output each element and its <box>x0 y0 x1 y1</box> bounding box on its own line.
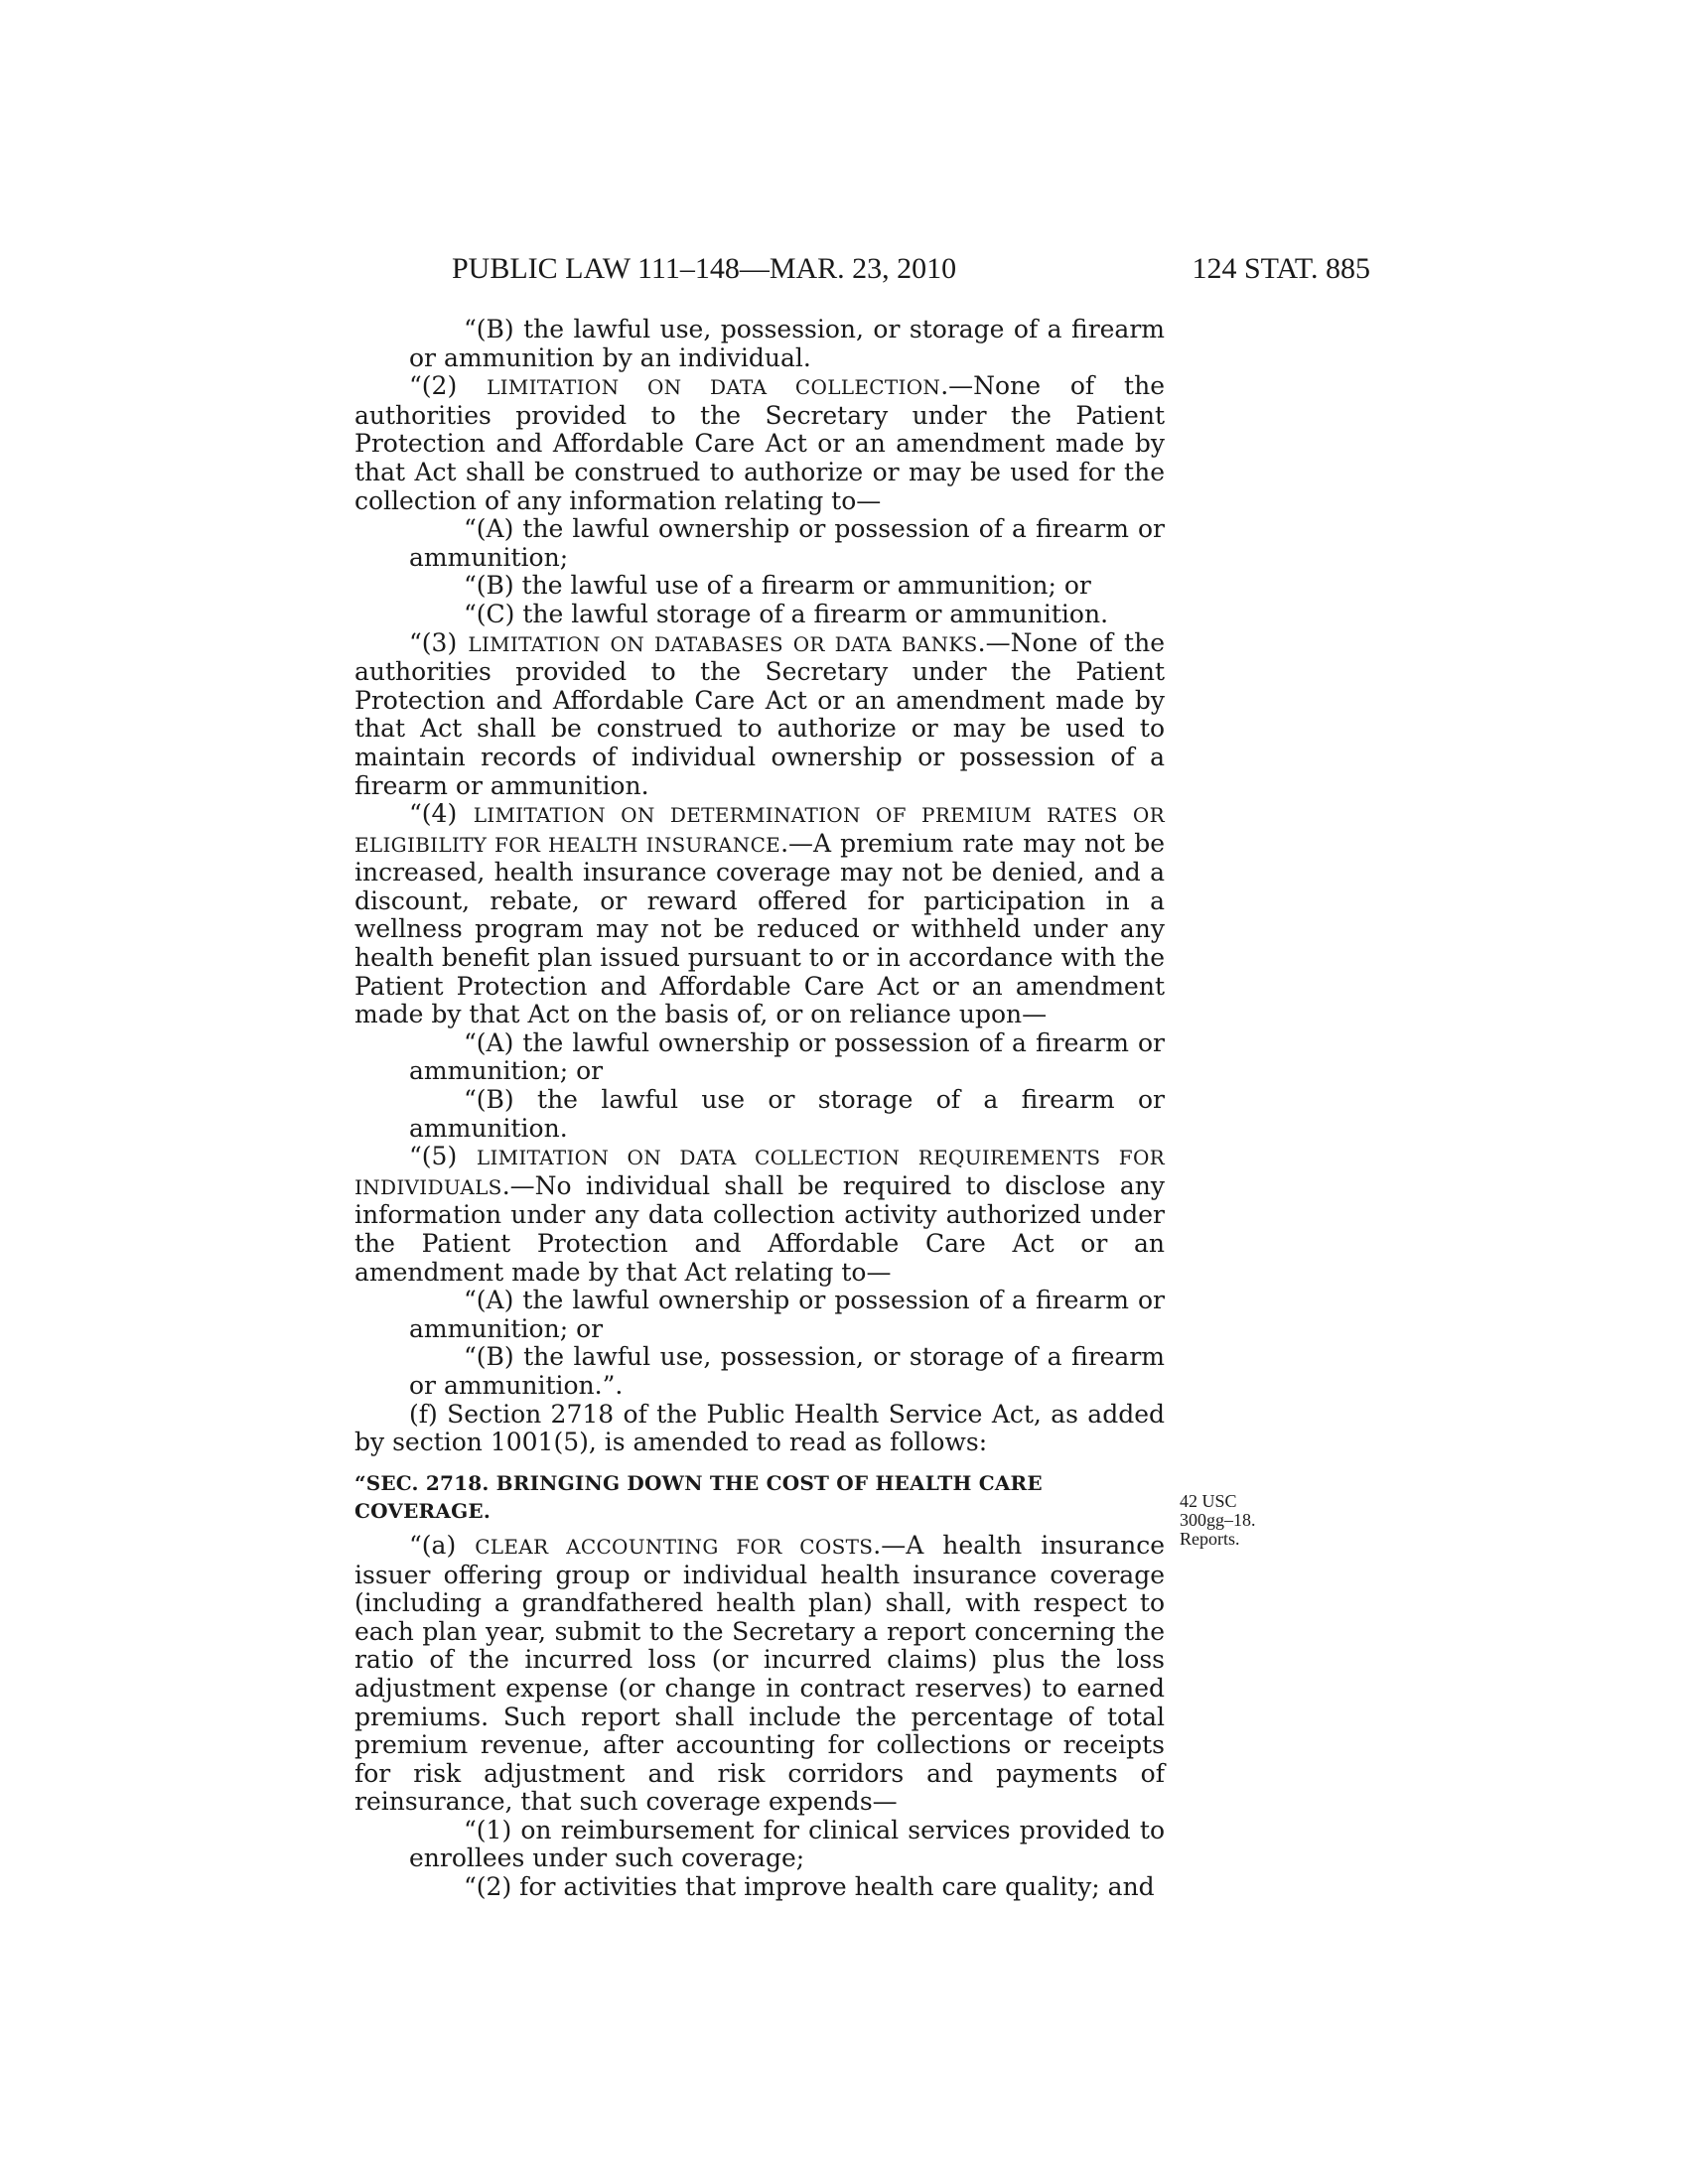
margin-note-reports: Reports. <box>1180 1529 1240 1549</box>
margin-note-section: 300gg–18. <box>1180 1510 1256 1530</box>
paragraph-text: “(A) the lawful ownership or possession of a firearm or ammunition; <box>409 514 1165 572</box>
margin-note-usc: 42 USC <box>1180 1491 1237 1511</box>
paragraph-heading: LIMITATION ON DATABASES OR DATA BANKS <box>468 631 978 656</box>
section-2718-text <box>354 1532 1165 1902</box>
public-law-citation: PUBLIC LAW 111–148—MAR. 23, 2010 <box>452 252 957 285</box>
paragraph-heading: LIMITATION ON DETERMINATION OF PREMIUM RATES OR ELIGIBILITY FOR HEALTH INSURANCE <box>354 803 1165 857</box>
paragraph-text: .—A premium rate may not be increased, health insurance coverage may not be denied, and a discount, rebate, or reward offered for participation in a wellness program may not be reduced or withheld under any health benefit plan issued pursuant to or in accordance with the Patient Protection and Affordable Care Act or an amendment made by that Act on the basis of, or on reliance upon— <box>354 828 1166 1029</box>
paragraph <box>354 515 1165 572</box>
paragraph-text: “(B) the lawful use or storage of a firearm or ammunition. <box>409 1085 1165 1143</box>
paragraph <box>354 1817 1165 1873</box>
paragraph <box>354 1143 1165 1287</box>
paragraph-text: “(B) the lawful use of a firearm or ammunition; or <box>464 571 1091 601</box>
paragraph-text: “(B) the lawful use, possession, or storage of a firearm or ammunition by an individual. <box>409 315 1165 372</box>
paragraph <box>354 1029 1165 1086</box>
paragraph-text: (f) Section 2718 of the Public Health Service Act, as added by section 1001(5), is amended to read as follows: <box>354 1399 1165 1457</box>
section-heading: “SEC. 2718. BRINGING DOWN THE COST OF HEALTH CARE COVERAGE. <box>354 1470 1043 1524</box>
margin-note <box>1180 1492 1309 1549</box>
paragraph <box>354 1873 1165 1902</box>
paragraph-text: .—A health insurance issuer offering group or individual health insurance coverage (including a grandfathered health plan) shall, with respect to each plan year, submit to the Secretary a report concerning the ratio of the incurred loss (or incurred claims) plus the loss adjustment expense (or change in contract reserves) to earned premiums. Such report shall include the percentage of total premium revenue, after accounting for collections or receipts for risk adjustment and risk corridors and payments of reinsurance, that such coverage expends— <box>354 1530 1165 1817</box>
paragraph <box>354 316 1165 372</box>
paragraph-text: “(C) the lawful storage of a firearm or ammunition. <box>464 599 1109 628</box>
paragraph-heading: CLEAR ACCOUNTING FOR COSTS <box>475 1534 874 1559</box>
paragraph-lead: “(3) <box>409 627 469 657</box>
paragraph-text: .—None of the authorities provided to the Secretary under the Patient Protection and Affordable Care Act or an amendment made by that Act shall be construed to authorize or may be used for the collection of any information relating to— <box>354 371 1165 515</box>
paragraph <box>354 1287 1165 1343</box>
paragraph <box>354 1401 1165 1457</box>
paragraph-heading: LIMITATION ON DATA COLLECTION <box>487 375 941 400</box>
paragraph <box>354 629 1165 801</box>
paragraph-lead: “(a) <box>409 1530 476 1560</box>
paragraph-lead: “(4) <box>409 799 474 829</box>
statute-page-number: 124 STAT. 885 <box>1192 252 1370 285</box>
paragraph-text: .—No individual shall be required to disclose any information under any data collection activity authorized under the Patient Protection and Affordable Care Act or an amendment made by that Act relating to— <box>354 1170 1165 1287</box>
paragraph <box>354 372 1165 515</box>
paragraph <box>354 601 1165 629</box>
paragraph-text: “(A) the lawful ownership or possession of a firearm or ammunition; or <box>409 1027 1165 1086</box>
paragraph <box>354 1532 1165 1817</box>
document-body <box>354 316 1165 1902</box>
paragraph-text: “(B) the lawful use, possession, or storage of a firearm or ammunition.”. <box>409 1342 1165 1400</box>
amendment-text <box>354 316 1165 1457</box>
paragraph <box>354 572 1165 601</box>
paragraph <box>354 1343 1165 1400</box>
paragraph-text: .—None of the authorities provided to the Secretary under the Patient Protection and Affordable Care Act or an amendment made by that Act shall be construed to authorize or may be used to maintain records of individual ownership or possession of a firearm or ammunition. <box>354 627 1165 800</box>
paragraph-text: “(A) the lawful ownership or possession of a firearm or ammunition; or <box>409 1286 1165 1343</box>
paragraph <box>354 1086 1165 1143</box>
paragraph-lead: “(5) <box>409 1142 477 1171</box>
paragraph-text: “(2) for activities that improve health care quality; and <box>464 1872 1155 1902</box>
paragraph-lead: “(2) <box>409 371 488 401</box>
page-header <box>452 252 1370 292</box>
paragraph <box>354 800 1165 1029</box>
paragraph-heading: LIMITATION ON DATA COLLECTION REQUIREMENTS FOR INDIVIDUALS <box>354 1146 1165 1199</box>
paragraph-text: “(1) on reimbursement for clinical services provided to enrollees under such coverage; <box>409 1815 1165 1873</box>
